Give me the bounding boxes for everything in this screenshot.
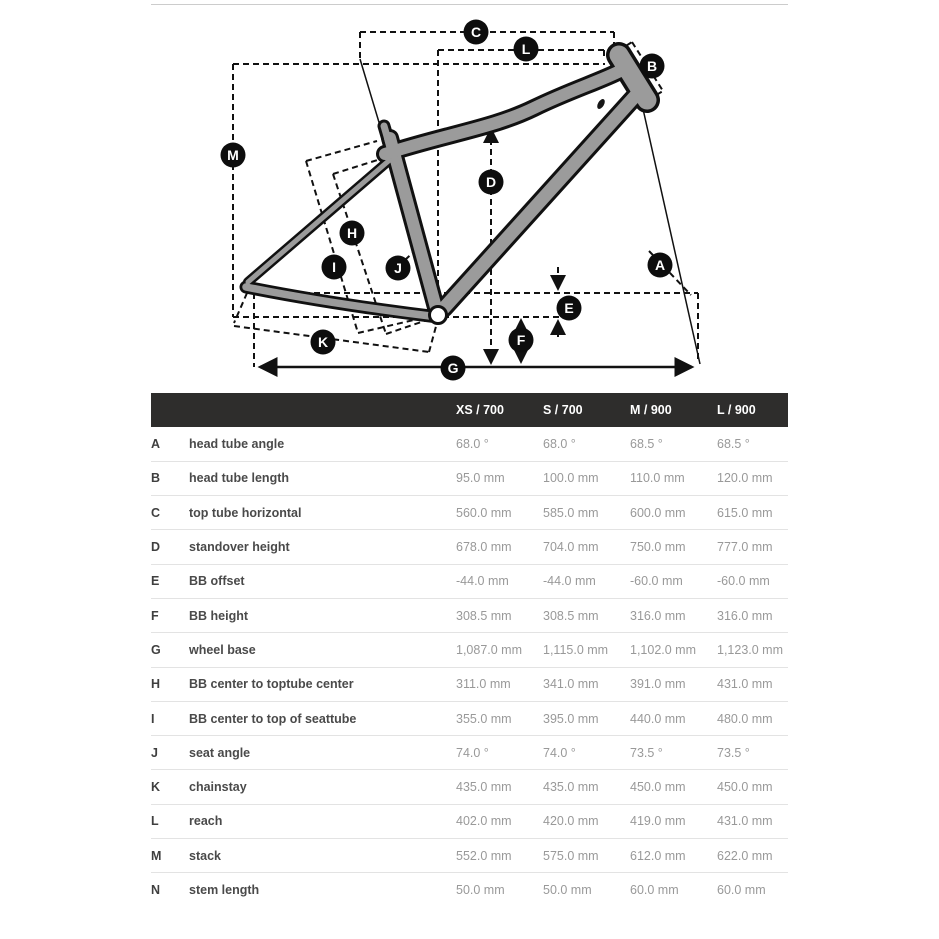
row-value: 73.5 °	[717, 736, 788, 770]
table-row	[151, 598, 788, 632]
row-key: E	[151, 564, 189, 598]
header-spacer-key	[151, 393, 189, 427]
row-value: 480.0 mm	[717, 701, 788, 735]
row-key: B	[151, 461, 189, 495]
marker-H-letter: H	[346, 225, 358, 241]
row-key: M	[151, 839, 189, 873]
row-value: 68.0 °	[456, 427, 543, 461]
row-label: BB center to top of seattube	[189, 701, 456, 735]
row-key: D	[151, 530, 189, 564]
table-row	[151, 496, 788, 530]
row-value: 560.0 mm	[456, 496, 543, 530]
marker-I	[322, 255, 347, 280]
row-value: 552.0 mm	[456, 839, 543, 873]
bottom-bracket	[430, 307, 447, 324]
row-value: 1,102.0 mm	[630, 633, 717, 667]
row-value: 100.0 mm	[543, 461, 630, 495]
row-label: BB height	[189, 598, 456, 632]
table-row	[151, 461, 788, 495]
column-header-s: S / 700	[543, 393, 630, 427]
row-value: 68.0 °	[543, 427, 630, 461]
geometry-diagram	[151, 5, 788, 393]
table-row	[151, 427, 788, 461]
row-label: BB offset	[189, 564, 456, 598]
header-spacer-label	[189, 393, 456, 427]
row-key: J	[151, 736, 189, 770]
row-value: 68.5 °	[717, 427, 788, 461]
row-value: 419.0 mm	[630, 804, 717, 838]
table-row	[151, 839, 788, 873]
row-value: 308.5 mm	[456, 598, 543, 632]
row-value: 60.0 mm	[630, 883, 679, 898]
row-value: 450.0 mm	[630, 770, 717, 804]
table-row	[151, 770, 788, 804]
marker-F-letter: F	[516, 332, 526, 348]
row-label: stem length	[189, 883, 260, 898]
row-value: 95.0 mm	[456, 461, 543, 495]
row-value: 50.0 mm	[456, 883, 505, 898]
marker-L-letter: L	[521, 41, 531, 57]
row-value: 435.0 mm	[456, 770, 543, 804]
marker-K	[311, 330, 336, 355]
row-label: top tube horizontal	[189, 496, 456, 530]
row-value: 750.0 mm	[630, 530, 717, 564]
row-key: A	[151, 427, 189, 461]
bike-frame	[246, 55, 647, 324]
row-value: 120.0 mm	[717, 461, 788, 495]
marker-I-letter: I	[332, 259, 336, 275]
row-value: 316.0 mm	[630, 598, 717, 632]
row-label: seat angle	[189, 736, 456, 770]
marker-J	[386, 256, 411, 281]
table-row	[151, 667, 788, 701]
marker-E-letter: E	[564, 300, 574, 316]
row-value: 704.0 mm	[543, 530, 630, 564]
row-value: 777.0 mm	[717, 530, 788, 564]
geometry-table	[151, 393, 788, 907]
marker-C	[464, 20, 489, 45]
column-header-l: L / 900	[717, 393, 788, 427]
row-value: 622.0 mm	[717, 839, 788, 873]
row-label: stack	[189, 839, 456, 873]
row-label: wheel base	[189, 633, 456, 667]
row-value: -44.0 mm	[456, 564, 543, 598]
marker-L	[514, 37, 539, 62]
row-value: 341.0 mm	[543, 667, 630, 701]
marker-E	[557, 296, 582, 321]
table-row	[151, 873, 788, 907]
marker-K-letter: K	[317, 334, 329, 350]
row-key: K	[151, 770, 189, 804]
row-key: G	[151, 633, 189, 667]
row-value: 73.5 °	[630, 736, 717, 770]
row-value: 1,115.0 mm	[543, 633, 630, 667]
row-value: 615.0 mm	[717, 496, 788, 530]
row-value: 585.0 mm	[543, 496, 630, 530]
table-row	[151, 530, 788, 564]
row-value: 316.0 mm	[717, 598, 788, 632]
row-value: -60.0 mm	[630, 564, 717, 598]
row-value: 440.0 mm	[630, 701, 717, 735]
column-header-xs: XS / 700	[456, 393, 543, 427]
marker-A	[648, 253, 673, 278]
cable-port-dot	[596, 98, 607, 111]
row-key: F	[151, 598, 189, 632]
marker-C-letter: C	[470, 24, 482, 40]
row-key: L	[151, 804, 189, 838]
table-row	[151, 633, 788, 667]
row-key: H	[151, 667, 189, 701]
marker-A-letter: A	[654, 257, 666, 273]
row-label: reach	[189, 804, 456, 838]
row-value: 395.0 mm	[543, 701, 630, 735]
row-value: 50.0 mm	[543, 883, 592, 898]
row-label: head tube length	[189, 461, 456, 495]
row-value: 612.0 mm	[630, 839, 717, 873]
row-value: 74.0 °	[456, 736, 543, 770]
marker-B	[640, 54, 665, 79]
page-content	[151, 0, 788, 907]
row-value: 431.0 mm	[717, 804, 788, 838]
row-value: 1,123.0 mm	[717, 633, 788, 667]
marker-M-letter: M	[227, 147, 239, 163]
row-value: 68.5 °	[630, 427, 717, 461]
row-value: 74.0 °	[543, 736, 630, 770]
row-value: 431.0 mm	[717, 667, 788, 701]
marker-D-letter: D	[485, 174, 497, 190]
bike-frame-geometry-svg	[151, 5, 788, 393]
row-value: 60.0 mm	[717, 883, 766, 898]
row-value: 402.0 mm	[456, 804, 543, 838]
row-value: 110.0 mm	[630, 461, 717, 495]
row-value: 450.0 mm	[717, 770, 788, 804]
table-row	[151, 804, 788, 838]
row-value: -60.0 mm	[717, 564, 788, 598]
row-label: chainstay	[189, 770, 456, 804]
row-value: 311.0 mm	[456, 667, 543, 701]
table-row	[151, 564, 788, 598]
marker-J-letter: J	[394, 260, 402, 276]
column-header-m: M / 900	[630, 393, 717, 427]
geometry-table-body	[151, 427, 788, 907]
geometry-table-header	[151, 393, 788, 427]
row-key: C	[151, 496, 189, 530]
row-value: 391.0 mm	[630, 667, 717, 701]
marker-F	[509, 328, 534, 353]
table-row	[151, 736, 788, 770]
row-label: BB center to toptube center	[189, 667, 456, 701]
row-label: head tube angle	[189, 427, 456, 461]
row-key: I	[151, 701, 189, 735]
row-value: 600.0 mm	[630, 496, 717, 530]
row-value: 435.0 mm	[543, 770, 630, 804]
row-value: -44.0 mm	[543, 564, 630, 598]
row-value: 678.0 mm	[456, 530, 543, 564]
row-label: standover height	[189, 530, 456, 564]
row-key: N	[151, 883, 161, 898]
marker-G	[441, 356, 466, 381]
row-value: 308.5 mm	[543, 598, 630, 632]
table-row	[151, 701, 788, 735]
marker-M	[221, 143, 246, 168]
marker-B-letter: B	[646, 58, 658, 74]
marker-D	[479, 170, 504, 195]
row-value: 420.0 mm	[543, 804, 630, 838]
row-value: 1,087.0 mm	[456, 633, 543, 667]
marker-H	[340, 221, 365, 246]
row-value: 575.0 mm	[543, 839, 630, 873]
row-value: 355.0 mm	[456, 701, 543, 735]
marker-G-letter: G	[447, 360, 459, 376]
